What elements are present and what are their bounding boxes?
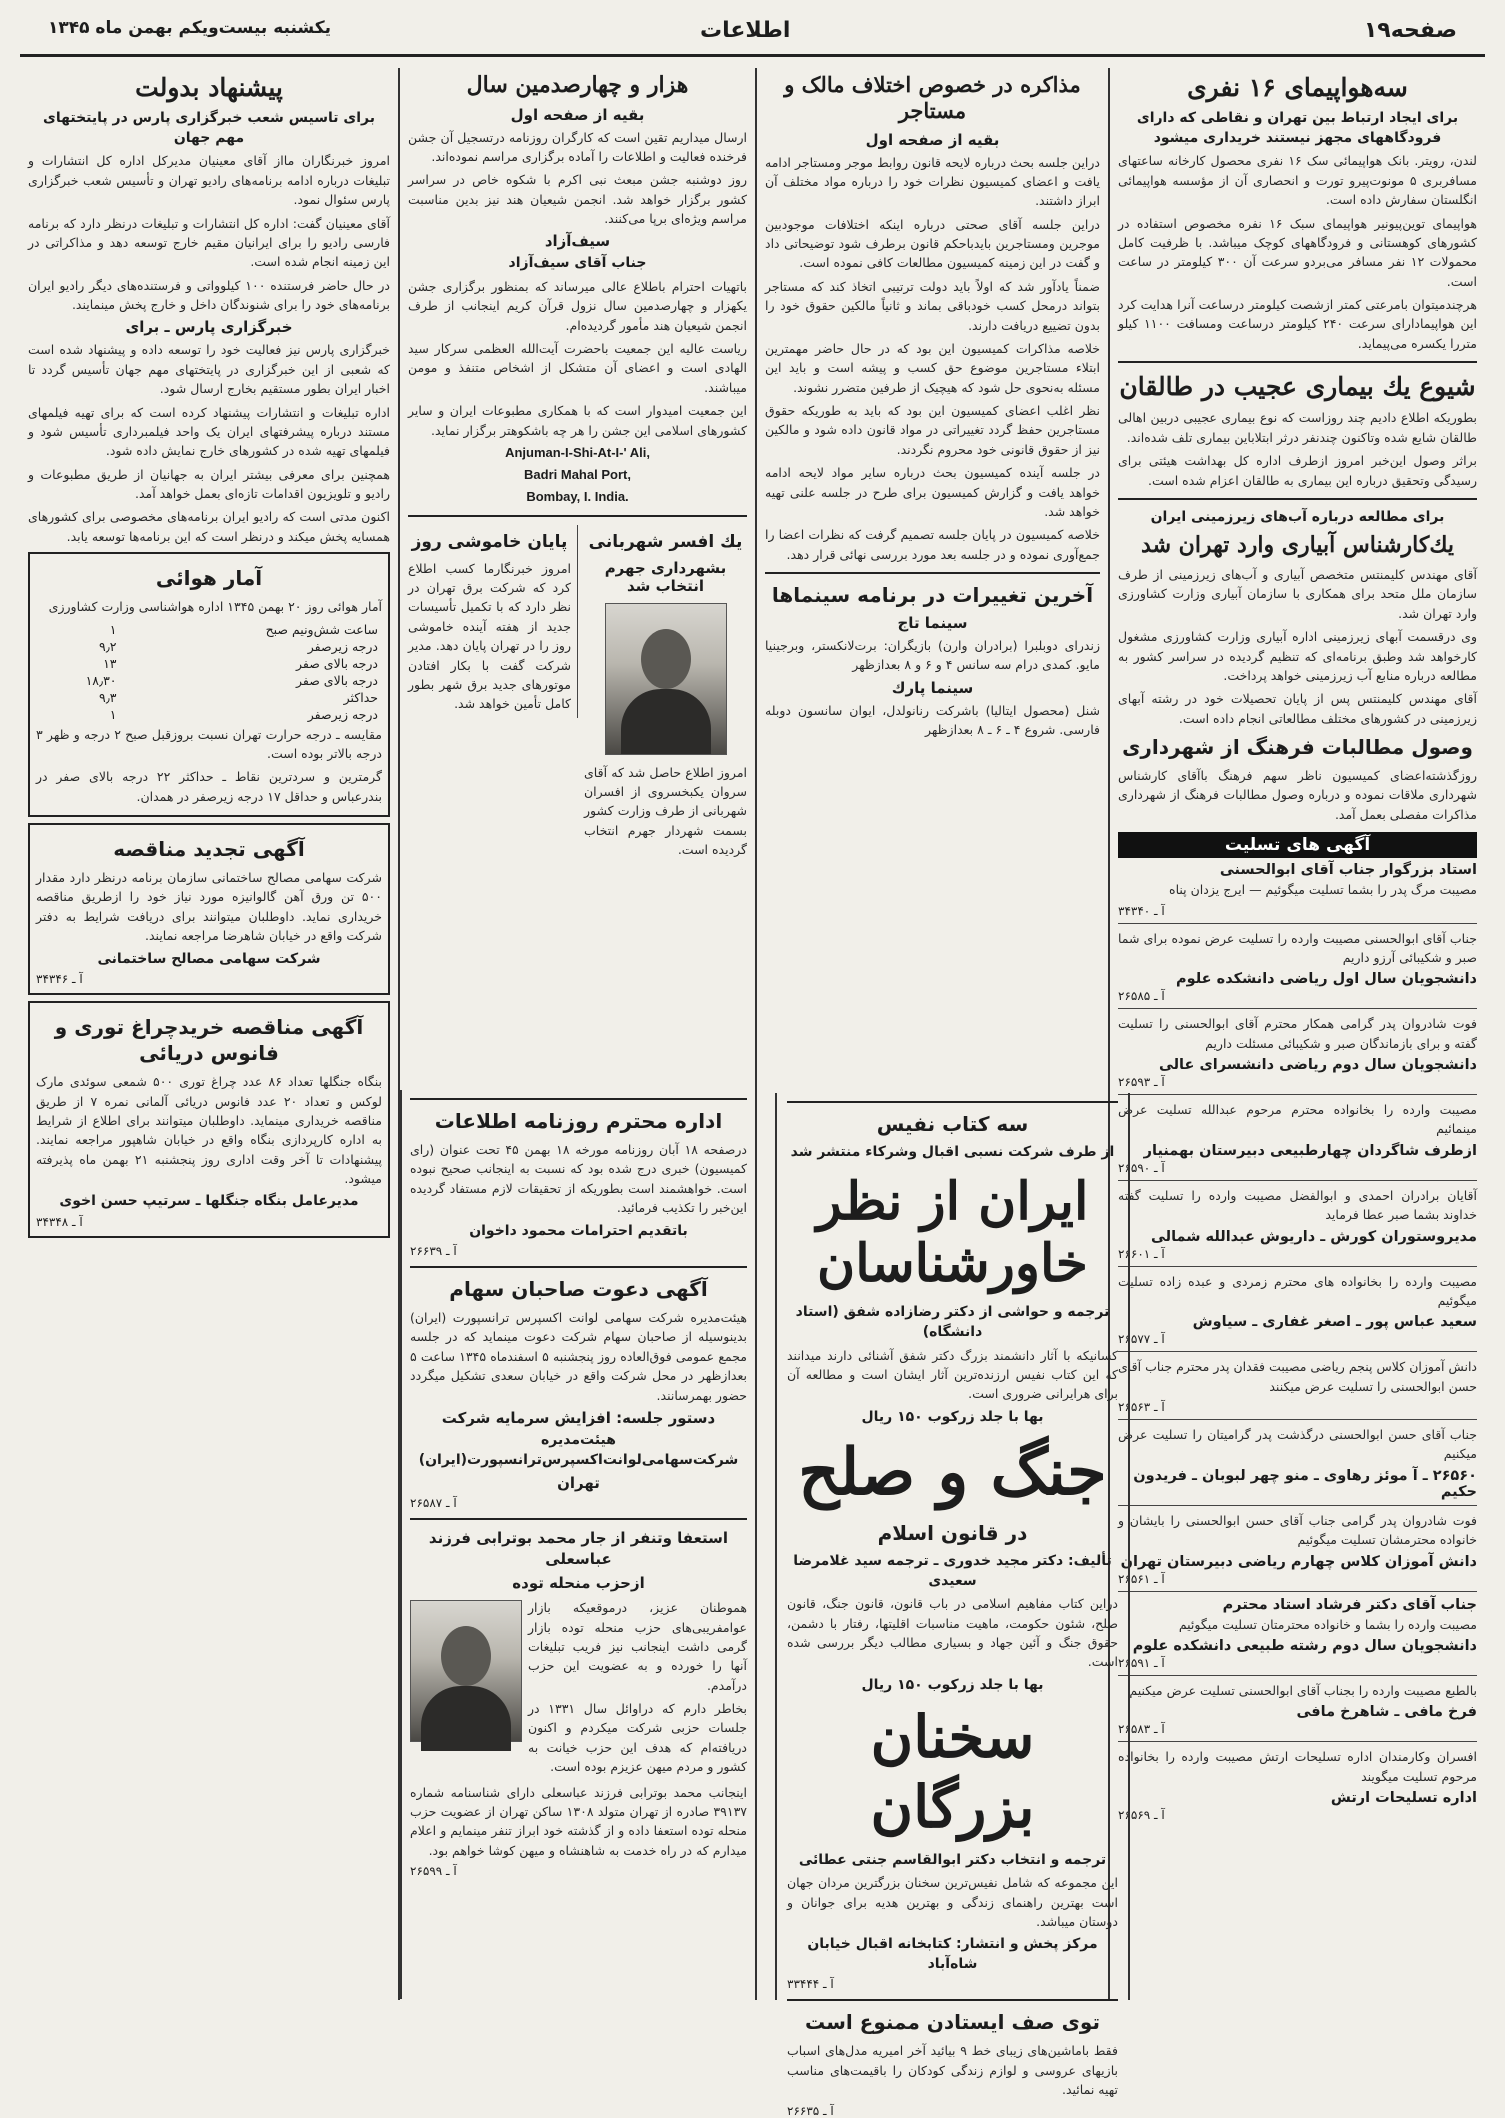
weather-comparison: مقایسه ـ درجه حرارت تهران نسبت بروزقبل صبح ۲ درجه و ظهر ۳ درجه بالاتر بوده است. bbox=[36, 726, 382, 761]
stat-label: درجه زیرصفر bbox=[307, 706, 378, 722]
shareholders-agenda: دستور جلسه: افزایش سرمایه شرکت bbox=[441, 1408, 716, 1427]
disease-paragraph: بطوریکه اطلاع دادیم چند روزاست که نوع بیماری عجیبی دربین اهالی طالقان شایع شده وتاکنون چندنفر درثر ابتلاباین بیماری تلف شده‌اند. bbox=[1118, 410, 1477, 445]
apology-text-column bbox=[528, 1596, 747, 1780]
irrigation-paragraph: آقای مهندس کلیمنتس متخصص آبیاری و آب‌های زیرزمینی از طرف سازمان ملل متحد برای همکاری با سازمان آبیاری وزارت کشاورزی وارد تهران شد. bbox=[1118, 567, 1477, 621]
apology-headline: استعفا وتنفر از جار محمد بوترابی فرزند عباسعلی bbox=[428, 1529, 729, 1569]
ad-code: آ ـ ۲۶۵۹۱ bbox=[1118, 1655, 1165, 1670]
radio-paragraph: امروز خبرنگارما کسب اطلاع کرد که شرکت برق تهران در نظر دارد که با تکمیل تأسیسات جدید از هفته آینده خاموشی روز را در تهران پایان دهد. مدیر شرکت گفت با بکار افتادن موتورهای جدید برق شهر بطور کامل تأمین خواهد شد. bbox=[408, 560, 571, 712]
condolence-name: سعید عباس پور ـ اصغر غفاری ـ سیاوش bbox=[1192, 1314, 1477, 1331]
book3-description: این مجموعه که شامل نفیس‌ترین سخنان بزرگترین مردان جهان است بهترین راهنمای زندگی و بهترین هدیه برای جوانان و دوستان میباشد. bbox=[787, 1875, 1118, 1929]
divider bbox=[410, 1098, 747, 1100]
book2-author: تألیف: دکتر مجید خدوری ـ ترجمه سید غلامرضا سعیدی bbox=[793, 1553, 1112, 1589]
office-signature: باتقدیم احترامات محمود داخوان bbox=[469, 1222, 688, 1239]
address-line: Anjuman-I-Shi-At-I-' Ali, bbox=[505, 444, 650, 460]
officer-and-radio-row bbox=[408, 525, 747, 864]
shareholders-paragraph: هیئت‌مدیره شرکت سهامی لوانت اکسپرس ترانسپورت (ایران) بدینوسیله از صاحبان سهام شرکت دعوت مینماید که در جلسه مجمع عمومی فوق‌العاده روز پنجشنبه ۵ اسفندماه ۱۳۴۵ ساعت ۵ بعدازظهر در محل شرکت واقع در خیابان سعدی تشکیل میگردد حضور بهمرسانند. bbox=[410, 1310, 748, 1403]
condolence-name: ۲۶۵۶۰ ـ آ موئز رهاوی ـ منو چهر لبوبان ـ فریدون حکیم bbox=[1133, 1467, 1477, 1500]
book3-author: ترجمه و انتخاب دکتر ابوالقاسم جنتی عطائی bbox=[798, 1851, 1107, 1868]
condolence-text: مصیبت وارده را بخانواده محترم مرحوم عبدالله تسلیت عرض مینمائیم bbox=[1118, 1102, 1477, 1137]
officer-photo bbox=[605, 603, 727, 755]
divider bbox=[410, 1518, 747, 1520]
book2-subtitle: در قانون اسلام bbox=[877, 1521, 1028, 1546]
issue-date: یکشنبه بیست‌ویکم بهمن ماه ۱۳۴۵ bbox=[48, 18, 331, 38]
apology-body bbox=[410, 1596, 747, 1780]
ad-code: آ ـ ۲۶۶۳۵ bbox=[787, 2103, 834, 2118]
address-line: Bombay, I. India. bbox=[526, 489, 629, 505]
pars-subheadline: خبرگزاری پارس ـ برای bbox=[125, 318, 293, 337]
ad-code: آ ـ ۲۶۵۶۱ bbox=[1118, 1571, 1165, 1586]
column-3 bbox=[400, 68, 755, 1088]
condolence-section-title: آگهی های تسلیت bbox=[1118, 832, 1477, 858]
officer-article bbox=[584, 525, 747, 864]
culture-paragraph: روزگذشته‌اعضای کمیسیون ناظر سهم فرهنگ باآقای کارشناس شهرداری ملاقات نموده و درباره وصول مطالبات فرهنگ از شهرداری مذاکرات مفصلی بعمل آمد. bbox=[1118, 768, 1477, 822]
ad-code: آ ـ ۳۴۳۴۰ bbox=[1118, 903, 1165, 918]
condolence-name: دانشجویان سال دوم ریاضی دانشسرای عالی bbox=[1158, 1057, 1477, 1074]
divider bbox=[410, 1266, 747, 1268]
irrigation-paragraph: آقای مهندس کلیمنتس پس از پایان تحصیلات خود در رشته آبهای زیرزمینی در کشورهای مختلف مطالعاتی انجام داده است. bbox=[1118, 691, 1477, 726]
stat-label: درجه بالای صفر bbox=[295, 672, 378, 688]
disease-paragraph: براثر وصول این‌خبر امروز ازطرف اداره کل بهداشت هیئتی برای رسیدگی وتحقیق درباره این بیماری به طالقان اعزام شده است. bbox=[1118, 453, 1477, 488]
aviation-subheadline: برای ایجاد ارتباط بین تهران و نقاطی که دارای فرودگاههای مجهز نیستند خریداری میشود bbox=[1136, 110, 1459, 146]
officer-paragraph: امروز اطلاع حاصل شد که آقای سروان یکبخسروی از افسران شهربانی از طرف وزارت کشور بسمت شهردار جهرم انتخاب گردیده است. bbox=[584, 764, 747, 858]
aviation-headline: سه‌هواپیمای ۱۶ نفری bbox=[1187, 73, 1408, 102]
table-row bbox=[36, 672, 382, 689]
column-4 bbox=[20, 68, 400, 2000]
centenary-paragraph: روز دوشنبه جشن مبعث نبی اکرم با شکوه خاص در سراسر کشور برگزار خواهد شد. انجمن شیعیان هند نیز بدین مناسبت مراسم ویژه‌ای برپا می‌کنند. bbox=[408, 172, 747, 226]
proposal-headline: پیشنهاد بدولت bbox=[135, 73, 283, 102]
table-row bbox=[36, 621, 382, 638]
irrigation-paragraph: وی درقسمت آبهای زیرزمینی اداره آبیاری وزارت کشاورزی مشغول کارخواهد شد وطبق برنامه‌ای که تنظیم گردیده در سراسر کشور به مطالعه درباره منابع آب زیرزمینی خواهد پرداخت. bbox=[1118, 629, 1477, 683]
officer-subheadline: بشهرداری جهرم انتخاب شد bbox=[604, 558, 727, 595]
stat-value: ۱ bbox=[109, 706, 117, 722]
stat-value: ۱۳ bbox=[103, 655, 117, 671]
tender-box bbox=[28, 823, 390, 995]
proposal-paragraph: امروز خبرنگاران مااز آقای معینیان مدیرکل اداره کل انتشارات و تبلیغات درباره ادامه برنامه‌های رادیو تهران و تأسیس شعب خبرگزاری پارس سئوال نمود. bbox=[28, 153, 390, 208]
condolence-text: افسران وکارمندان اداره تسلیحات ارتش مصیبت وارده را بخانواده مرحوم تسلیت میگویند bbox=[1118, 1749, 1477, 1784]
ad-code: آ ـ ۲۶۶۰۱ bbox=[1118, 1246, 1165, 1261]
meeting-paragraph: خلاصه کمیسیون در پایان جلسه تصمیم گرفت که نظرات اعضا را جمع‌آوری نموده و در جلسه بعد مورد بررسی نهائی قرار دهد. bbox=[765, 527, 1100, 562]
divider bbox=[1118, 361, 1477, 363]
cinema-name: سینما پارك bbox=[891, 678, 974, 697]
lamp-tender-headline: آگهی مناقصه خریدچراغ توری و فانوس دریائی bbox=[54, 1015, 364, 1066]
lamp-tender-signature: مدیرعامل بنگاه جنگلها ـ سرتیپ حسن اخوی bbox=[59, 1193, 359, 1210]
officer-headline: یك افسر شهربانی bbox=[588, 531, 743, 552]
divider bbox=[1118, 1180, 1477, 1181]
condolence-text: جناب آقای ابوالحسنی مصیبت وارده را تسلیت عرض نموده برای شما صبر و شکیبائی آرزو داریم bbox=[1118, 930, 1477, 965]
address-line: Badri Mahal Port, bbox=[524, 467, 631, 483]
meeting-paragraph: دراین جلسه آقای صحتی درباره اینکه اختلافات موجودبین موجرین ومستاجرین بایدباحکم قانون برطرف شود توضیحاتی داد و گفت در این زمینه کمیسیون مطالعات کافی نموده است. bbox=[765, 216, 1100, 271]
apology-paragraph: اینجانب محمد بوترابی فرزند عباسعلی دارای شناسنامه شماره ۳۹۱۳۷ صادره از تهران متولد ۱۳۰۸ ساکن تهران از عضویت حزب منحله توده استعفا داده و از گذشته خود ابراز تنفر مینمایم و اعلام میدارم که در راه خدمت به شاهنشاه و میهن کوشا خواهم بود. bbox=[410, 1784, 747, 1858]
divider bbox=[1118, 1419, 1477, 1420]
condolence-name: استاد بزرگوار جناب آقای ابوالحسنی bbox=[1219, 862, 1477, 879]
shareholders-headline: آگهی دعوت صاحبان سهام bbox=[449, 1277, 708, 1302]
meeting-paragraph: ضمناً یادآور شد که اولاً باید دولت ترتیبی اتخاذ کند که مستاجر بتواند درمحل کسب خودباقی بماند و ثانیاً مالکین حقوق خود را بدون تضییع دریافت دارند. bbox=[765, 278, 1100, 333]
condolence-text: مصیبت مرگ پدر را بشما تسلیت میگوئیم — ایرج یزدان پناه bbox=[1169, 882, 1477, 898]
ad-code: آ ـ ۳۳۴۴۴ bbox=[787, 1977, 834, 1992]
toy-headline: توی صف ایستادن ممنوع است bbox=[805, 2010, 1100, 2035]
divider bbox=[765, 572, 1100, 574]
ad-code: آ ـ ۳۴۳۴۶ bbox=[36, 972, 83, 987]
apology-paragraph: بخاطر دارم که دراوائل سال ۱۳۳۱ در جلسات حزبی شرکت میکردم و اکنون دریافته‌ام که هدف این حزب خیانت به کشور و مردم میهن عزیزم بوده است. bbox=[528, 1701, 747, 1775]
stat-value: ۱۸٫۳۰ bbox=[85, 672, 117, 688]
meeting-paragraph: دراین جلسه بحث درباره لایحه قانون روابط موجر ومستاجر ادامه یافت و اعضای کمیسیون نظرات خود را درباره مواد مختلف آن ابراز داشتند. bbox=[765, 154, 1100, 209]
office-headline: اداره محترم روزنامه اطلاعات bbox=[434, 1109, 723, 1133]
condolence-name: دانش آموزان کلاس چهارم ریاضی دبیرستان تهران bbox=[1120, 1553, 1477, 1570]
tender-signature: شرکت سهامی مصالح ساختمانی bbox=[97, 950, 321, 967]
lamp-tender-box bbox=[28, 1001, 390, 1238]
irrigation-subheadline: برای مطالعه درباره آب‌های زیرزمینی ایران bbox=[1150, 508, 1445, 525]
meeting-continuation: بقیه از صفحه اول bbox=[865, 130, 1000, 149]
column-3-lower bbox=[400, 1090, 755, 1999]
divider bbox=[787, 1101, 1118, 1103]
ad-code: آ ـ ۲۶۵۹۳ bbox=[1118, 1075, 1165, 1090]
condolence-name: فرخ مافی ـ شاهرخ مافی bbox=[1296, 1704, 1477, 1721]
toy-paragraph: فقط باماشین‌های زیبای خط ۹ بیائید آخر امیریه مدل‌های اسباب بازیهای عروسی و لوازم زندگی کودکان را باقیمت‌های مناسب تهیه نمائید. bbox=[787, 2043, 1118, 2098]
divider bbox=[787, 1999, 1118, 2001]
weather-stats-table bbox=[36, 621, 382, 723]
condolence-text: دانش آموزان کلاس پنجم ریاضی مصیبت فقدان پدر محترم جناب آقای حسن ابوالحسنی را تسلیت عرض میکنند bbox=[1118, 1359, 1477, 1394]
condolence-text: مصیبت وارده را بخانواده های محترم زمردی و عبده زاده تسلیت میگوئیم bbox=[1118, 1273, 1477, 1308]
weather-extremes: گرمترین و سردترین نقاط ـ حداکثر ۲۲ درجه بالای صفر در بندرعباس و حداقل ۱۷ درجه زیرصفر در همدان. bbox=[36, 769, 382, 804]
apology-photo bbox=[410, 1600, 522, 1742]
divider bbox=[1118, 498, 1477, 500]
cinema-name: سینما تاج bbox=[897, 614, 968, 632]
column-1 bbox=[1110, 68, 1485, 2000]
table-row bbox=[36, 689, 382, 706]
saifazad-paragraph: ریاست عالیه این جمعیت باحضرت آیت‌الله العظمی سرکار سید الهادی است و اعضای آن متشکل از اشخاص متنفذ و مومن میباشند. bbox=[408, 341, 747, 395]
aviation-paragraph: لندن، رویتر. بانک هواپیمائی سک ۱۶ نفری محصول کارخانه ساعتهای مسافربری ۵ مونوت‌پیرو تورت و انحصاری آن از مؤسسه هواپیمائی انگلستان سفارش داده است. bbox=[1118, 153, 1477, 208]
book2-price: بها با جلد زرکوب ۱۵۰ ریال bbox=[861, 1676, 1044, 1693]
stat-label: درجه زیرصفر bbox=[307, 638, 378, 654]
tender-headline: آگهی تجدید مناقصه bbox=[113, 837, 305, 862]
cinema-headline: آخرین تغییرات در برنامه سینماها bbox=[771, 583, 1094, 607]
weather-stats-title: آمار هوائی bbox=[155, 566, 263, 591]
proposal-subheadline: برای تاسیس شعب خبرگزاری پارس در پایتختهای مهم جهان bbox=[43, 110, 375, 146]
divider bbox=[1118, 1266, 1477, 1267]
pars-paragraph: همچنین برای معرفی بیشتر ایران به جهانیان از طریق مطبوعات و رادیو و تلویزیون اقدامات تازه‌ای بعمل خواهد آمد. bbox=[28, 466, 390, 502]
ad-code: آ ـ ۲۶۶۳۹ bbox=[410, 1244, 457, 1259]
proposal-paragraph: در حال حاضر فرستنده ۱۰۰ کیلوواتی و فرستنده‌های دیگر رادیو ایران برنامه‌های خود را برای شنوندگان داخل و خارج پخش مینمایند. bbox=[28, 277, 390, 313]
pars-paragraph: اکنون مدتی است که رادیو ایران برنامه‌های مخصوصی برای کشورهای همسایه پخش میکند و درنظر است که این برنامه‌ها توسعه یابد. bbox=[28, 509, 390, 544]
centenary-headline: هزار و چهارصدمین سال bbox=[466, 72, 689, 98]
book2-title: جنگ و صلح bbox=[798, 1435, 1107, 1511]
divider bbox=[1118, 1591, 1477, 1592]
stat-value: ۹٫۲ bbox=[99, 638, 117, 654]
office-paragraph: درصفحه ۱۸ آبان روزنامه مورخه ۱۸ بهمن ۴۵ تحت عنوان (رای کمیسیون) خبری درج شده بود که نسبت به اینجانب صحیح نبوده است. خواهشمند است بطوریکه از تحقیقات لازم مستفاد گردیده این‌خبر را تکذیب فرمائید. bbox=[410, 1142, 747, 1216]
condolence-text: فوت شادروان پدر گرامی جناب آقای حسن ابوالحسنی را بایشان و خانواده محترمشان تسلیت میگوئیم bbox=[1118, 1512, 1477, 1548]
divider bbox=[1118, 923, 1477, 924]
condolence-name: اداره تسلیحات ارتش bbox=[1330, 1790, 1477, 1807]
stat-value: ۱ bbox=[109, 621, 117, 637]
condolence-text: فوت شادروان پدر گرامی همکار محترم آقای ابوالحسنی را تسلیت گفته و برای بازماندگان صبر و شکیبائی مسئلت داریم bbox=[1118, 1016, 1477, 1051]
ad-code: آ ـ ۲۶۵۹۹ bbox=[410, 1864, 457, 1879]
table-row bbox=[36, 706, 382, 723]
saifazad-headline: جناب آقای سیف‌آزاد bbox=[508, 255, 647, 272]
saifazad-paragraph: باتهیات احترام باطلاع عالی میرساند که بمنظور برگزاری جشن یکهزار و چهارصدمین سال نزول قرآن کریم اینجانب از طرف انجمن شیعیان هند مأمور گردیده‌ام. bbox=[408, 278, 747, 333]
book2-description: دراین کتاب مفاهیم اسلامی در باب قانون، قانون جنگ، قانون صلح، شئون حکومت، ماهیت مناسبات اقلیتها، رفتار با دشمن، حقوق جنگ و آئین جهاد و بسیاری مطالب دیگر بررسی شده است. bbox=[787, 1596, 1118, 1670]
meeting-paragraph: خلاصه مذاکرات کمیسیون این بود که در حال حاضر مهمترین ابتلاء مستاجرین موضوع حق کسب و پیشه است و باید این مسئله به‌نحوی حل شود که هیچیک از طرفین متضرر نشوند. bbox=[765, 340, 1100, 395]
apology-paragraph: هموطنان عزیز، درموقعیکه بازار عوامفریبی‌های حزب منحله توده بازار گرمی داشت اینجانب نیز فریب تبلیغات آنها را خورده و به عضویت این حزب درآمدم. bbox=[528, 1600, 747, 1693]
centenary-continuation: بقیه از صفحه اول bbox=[510, 105, 645, 124]
meeting-paragraph: نظر اغلب اعضای کمیسیون این بود که باید به طوریکه حقوق مستاجرین حفظ گردد تغییراتی در مواد قانون داده شود و مالکین نیز از حقوق قانونی خود محروم نگردند. bbox=[765, 403, 1100, 457]
ad-code: آ ـ ۲۶۵۶۳ bbox=[1118, 1400, 1165, 1415]
table-row bbox=[36, 655, 382, 672]
ad-code: آ ـ ۲۶۵۸۳ bbox=[1118, 1722, 1165, 1737]
cinema-listing: زندرای دوبلبرا (برادران وارن) بازیگران: برت‌لانکستر، وبرجینیا مایو. کمدی درام سه سانس ۴ و ۶ و ۸ بعدازظهر bbox=[765, 638, 1100, 673]
cinema-listing: شنل (محصول ایتالیا) باشرکت رنانولدل، ایوان سانسون دوبله فارسی. شروع ۴ ـ ۶ ـ ۸ بعدازظهر bbox=[765, 702, 1100, 738]
book1-title: ایران از نظر خاورشناسان bbox=[816, 1170, 1089, 1294]
stat-label: ساعت شش‌ونیم صبح bbox=[265, 621, 378, 637]
stat-value: ۹٫۳ bbox=[99, 689, 117, 705]
tender-paragraph: شرکت سهامی مصالح ساختمانی سازمان برنامه درنظر دارد مقدار ۵۰۰ تن ورق آهن گالوانیزه مورد نیاز خود را ازطریق مناقصه خریداری نماید. داوطلبان میتوانند برای دریافت شرایط به دفتر شرکت واقع در خیابان شاهرضا مراجعه نمایند. bbox=[36, 870, 382, 944]
book1-author: ترجمه و حواشی از دکتر رضازاده شفق (استاد دانشگاه) bbox=[795, 1304, 1110, 1340]
newspaper-name: اطلاعات bbox=[700, 18, 791, 43]
saifazad-label: سیف‌آزاد bbox=[544, 232, 611, 251]
condolence-name: ازطرف شاگردان چهارطبیعی دبیرستان بهمنیار bbox=[1143, 1142, 1477, 1159]
divider bbox=[1118, 1505, 1477, 1506]
radio-headline: پایان خاموشی روز bbox=[411, 531, 568, 552]
condolence-signature: دانشجویان سال دوم رشته طبیعی دانشکده علوم bbox=[1132, 1637, 1477, 1654]
divider bbox=[1118, 1675, 1477, 1676]
ad-code: آ ـ ۲۶۵۹۰ bbox=[1118, 1160, 1165, 1175]
condolence-name: مدیروستوران کورش ـ داریوش عبدالله شمالی bbox=[1150, 1228, 1477, 1245]
proposal-paragraph: آقای معینیان گفت: اداره کل انتشارات و تبلیغات درنظر دارد که برنامه فارسی رادیو را برای ایرانیان مقیم خارج توسعه دهد و مذاکراتی در این زمینه انجام شده است. bbox=[28, 215, 390, 270]
condolence-text: جناب آقای حسن ابوالحسنی درگذشت پدر گرامیتان را تسلیت عرض میکنیم bbox=[1118, 1427, 1477, 1462]
page-header bbox=[20, 8, 1485, 57]
books-advertisement bbox=[775, 1093, 1130, 2118]
meeting-headline: مذاکره در خصوص اختلاف مالک و مستاجر bbox=[784, 72, 1081, 124]
condolence-text: مصیبت وارده را بشما و خانواده محترمتان تسلیت میگوئیم bbox=[1178, 1616, 1477, 1632]
stat-label: حداکثر bbox=[343, 689, 378, 705]
lamp-tender-paragraph: بنگاه جنگلها تعداد ۸۶ عدد چراغ توری ۵۰۰ شمعی سوئدی مارک لوکس و تعداد ۲۰ عدد فانوس دریائی آلمانی نمره ۷ از طریق مناقصه خریداری مینماید. داوطلبان میتوانند برای اطلاع از شرایط به اداره کارپردازی بنگاه واقع در خیابان شاهپور مراجعه نمایند. پیشنهادات تا آخر وقت اداری روز پنجشنبه ۲۱ بهمن ماه پذیرفته میشود. bbox=[36, 1074, 383, 1187]
books-publisher: از طرف شرکت نسبی اقبال وشرکاء منتشر شد bbox=[790, 1144, 1115, 1160]
ad-code: آ ـ ۲۶۵۷۷ bbox=[1118, 1332, 1165, 1347]
aviation-paragraph: هرچندمیتوان بامرعتی کمتر ازشصت کیلومتر درساعت آنرا هدایت کرد این هواپیمادارای سرعت ۲۴۰ کیلومتر درساعت ومسافت ۱۱۰۰ کیلو متررا یکسره می‌پیماید. bbox=[1118, 297, 1477, 351]
condolence-name: جناب آقای دکتر فرشاد استاد محترم bbox=[1222, 1596, 1477, 1613]
book1-description: کسانیکه با آثار دانشمند بزرگ دکتر شفق آشنائی دارند میدانند که این کتاب نفیس ارزنده‌ترین آثار ایشان است و مطالعه آن برای هرایرانی ضروری است. bbox=[787, 1347, 1118, 1402]
divider bbox=[408, 515, 747, 517]
book3-distributor: مرکز پخش و انتشار: کتابخانه اقبال خیابان شاه‌آباد bbox=[807, 1936, 1098, 1972]
ad-code: آ ـ ۳۴۳۴۸ bbox=[36, 1215, 83, 1229]
shareholders-city: تهران bbox=[557, 1474, 600, 1493]
books-intro: سه کتاب نفیس bbox=[876, 1112, 1029, 1136]
book3-title: سخنان بزرگان bbox=[870, 1703, 1035, 1841]
weather-stats-box bbox=[28, 552, 390, 817]
pars-paragraph: خبرگزاری پارس نیز فعالیت خود را توسعه داده و پیشنهاد شده است که شعبی از این خبرگزاری در پایتختهای مهم جهان تأسیس گردد تا اخبار ایران بطور مستقیم بخارج ارسال شود. bbox=[28, 342, 390, 397]
shareholders-signature: هیئت‌مدیره شرکت‌سهامی‌لوانت‌اکسپرس‌ترانسپورت(ایران) bbox=[418, 1431, 739, 1468]
divider bbox=[1118, 1741, 1477, 1742]
saifazad-paragraph: این جمعیت امیدوار است که با همکاری مطبوعات ایران و سایر کشورهای اسلامی این جشن را هر چه باشکوهتر برگزار نماید. bbox=[408, 403, 747, 438]
divider bbox=[1118, 1094, 1477, 1095]
weather-stats-intro: آمار هوائی روز ۲۰ بهمن ۱۳۴۵ اداره هواشناسی وزارت کشاورزی bbox=[48, 599, 382, 615]
condolence-text: آقایان برادران احمدی و ابوالفضل مصیبت وارده را تسلیت گفته خداوند بشما صبر عطا فرماید bbox=[1118, 1187, 1477, 1223]
pars-paragraph: اداره تبلیغات و انتشارات پیشنهاد کرده است که برای تهیه فیلمهای مستند درباره پیشرفتهای ایران یک واحد فیلمبرداری تأسیس شود و فیلمهای تهیه شده در کشورهای خارج نمایش داده شود. bbox=[28, 404, 390, 459]
condolence-text: بالطبع مصیبت وارده را بجناب آقای ابوالحسنی تسلیت عرض میکنیم bbox=[1129, 1682, 1477, 1698]
book1-price: بها با جلد زرکوب ۱۵۰ ریال bbox=[861, 1408, 1044, 1425]
stat-label: درجه بالای صفر bbox=[295, 655, 378, 671]
culture-headline: وصول مطالبات فرهنگ از شهرداری bbox=[1122, 735, 1473, 760]
ad-code: آ ـ ۲۶۵۸۷ bbox=[410, 1496, 457, 1511]
apology-subheadline: ازحزب منحله توده bbox=[512, 1574, 645, 1593]
divider bbox=[1118, 1351, 1477, 1352]
irrigation-headline: یك‌كارشناس آبیاری وارد تهران شد bbox=[1141, 531, 1454, 558]
meeting-paragraph: در جلسه آینده کمیسیون بحث درباره سایر مواد لایحه ادامه خواهد یافت و گزارش کمیسیون برای طرح در جلسه علنی تهیه خواهد شد. bbox=[765, 465, 1100, 519]
condolence-name: دانشجویان سال اول ریاضی دانشکده علوم bbox=[1176, 971, 1477, 988]
ad-code: آ ـ ۲۶۵۸۵ bbox=[1118, 989, 1165, 1004]
ad-code: آ ـ ۲۶۵۶۹ bbox=[1118, 1808, 1165, 1823]
table-row bbox=[36, 638, 382, 655]
page-number: صفحه۱۹ bbox=[1363, 18, 1457, 43]
divider bbox=[1118, 1008, 1477, 1009]
disease-headline: شیوع یك بیماری عجیب در طالقان bbox=[1119, 372, 1476, 402]
aviation-paragraph: هواپیمای توین‌پیونیر هواپیمای سبک ۱۶ نفره مخصوص استفاده در کشورهای کوهستانی و فرودگاههای کوچک میباشد. با ظرفیت کامل محمولات ۱۲ نفر مسافر می‌بردو سرعت آن ۳۰۰ کیلومتر در ساعت است. bbox=[1118, 215, 1477, 289]
radio-article bbox=[408, 525, 578, 718]
centenary-paragraph: ارسال میداریم تقین است که کارگران روزنامه درتسجیل آن جشن فرخنده فعالیت و اطلاعات را آماده برگزاری مراسم نموده‌اند. bbox=[408, 129, 747, 164]
